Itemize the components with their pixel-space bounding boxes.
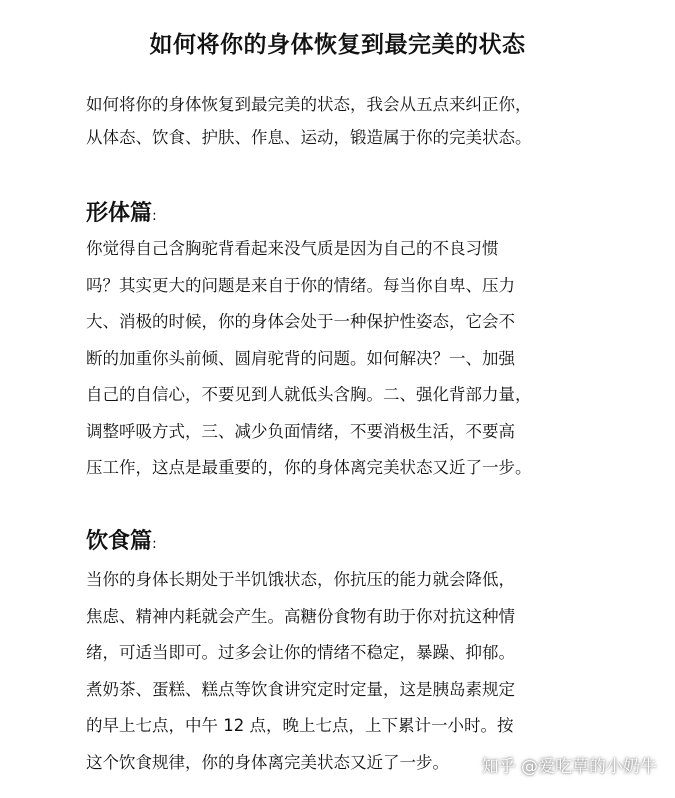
paragraph-line: 断的加重你头前倾、圆肩驼背的问题。如何解决？一、加强 bbox=[86, 348, 515, 368]
document-title: 如何将你的身体恢复到最完美的状态 bbox=[149, 32, 526, 58]
paragraph-line: 焦虑、精神内耗就会产生。高糖份食物有助于你对抗这种情 bbox=[86, 606, 515, 626]
section-heading-diet bbox=[86, 527, 157, 559]
intro-paragraph bbox=[86, 88, 586, 154]
paragraph-line: 你觉得自己含胸驼背看起来没气质是因为自己的不良习惯 bbox=[86, 239, 499, 258]
paragraph-line: 这个饮食规律，你的身体离完美状态又近了一步。 bbox=[86, 752, 449, 772]
zhihu-watermark: 知乎 @爱吃草的小奶牛 bbox=[481, 757, 657, 777]
paragraph-line: 吗？其实更大的问题是来自于你的情绪。每当你自卑、压力 bbox=[86, 275, 515, 295]
section-body-posture bbox=[86, 231, 591, 487]
paragraph-line: 调整呼吸方式，三、减少负面情绪，不要消极生活，不要高 bbox=[86, 421, 515, 441]
paragraph-line: 煮奶茶、蛋糕、糕点等饮食讲究定时定量，这是胰岛素规定 bbox=[86, 679, 515, 699]
paragraph-line: 自己的自信心，不要见到人就低头含胸。二、强化背部力量， bbox=[86, 385, 532, 404]
section-heading-posture bbox=[86, 199, 157, 231]
section-heading-colon: : bbox=[152, 208, 157, 224]
intro-line: 如何将你的身体恢复到最完美的状态，我会从五点来纠正你， bbox=[86, 95, 532, 114]
section-heading-colon: : bbox=[152, 536, 157, 552]
intro-line: 从体态、饮食、护肤、作息、运动，锻造属于你的完美状态。 bbox=[86, 128, 532, 147]
section-body-diet bbox=[86, 562, 591, 781]
paragraph-line: 的早上七点，中午 12 点，晚上七点，上下累计一小时。按 bbox=[86, 716, 514, 735]
paragraph-line: 大、消极的时候，你的身体会处于一种保护性姿态，它会不 bbox=[86, 312, 515, 331]
paragraph-line: 压工作，这点是最重要的，你的身体离完美状态又近了一步。 bbox=[86, 458, 532, 477]
paragraph-line: 当你的身体长期处于半饥饿状态，你抗压的能力就会降低， bbox=[86, 570, 515, 589]
paragraph-line: 绪，可适当即可。过多会让你的情绪不稳定，暴躁、抑郁。 bbox=[86, 643, 515, 662]
section-heading-text: 形体篇 bbox=[86, 201, 153, 226]
section-heading-text: 饮食篇 bbox=[86, 529, 153, 554]
